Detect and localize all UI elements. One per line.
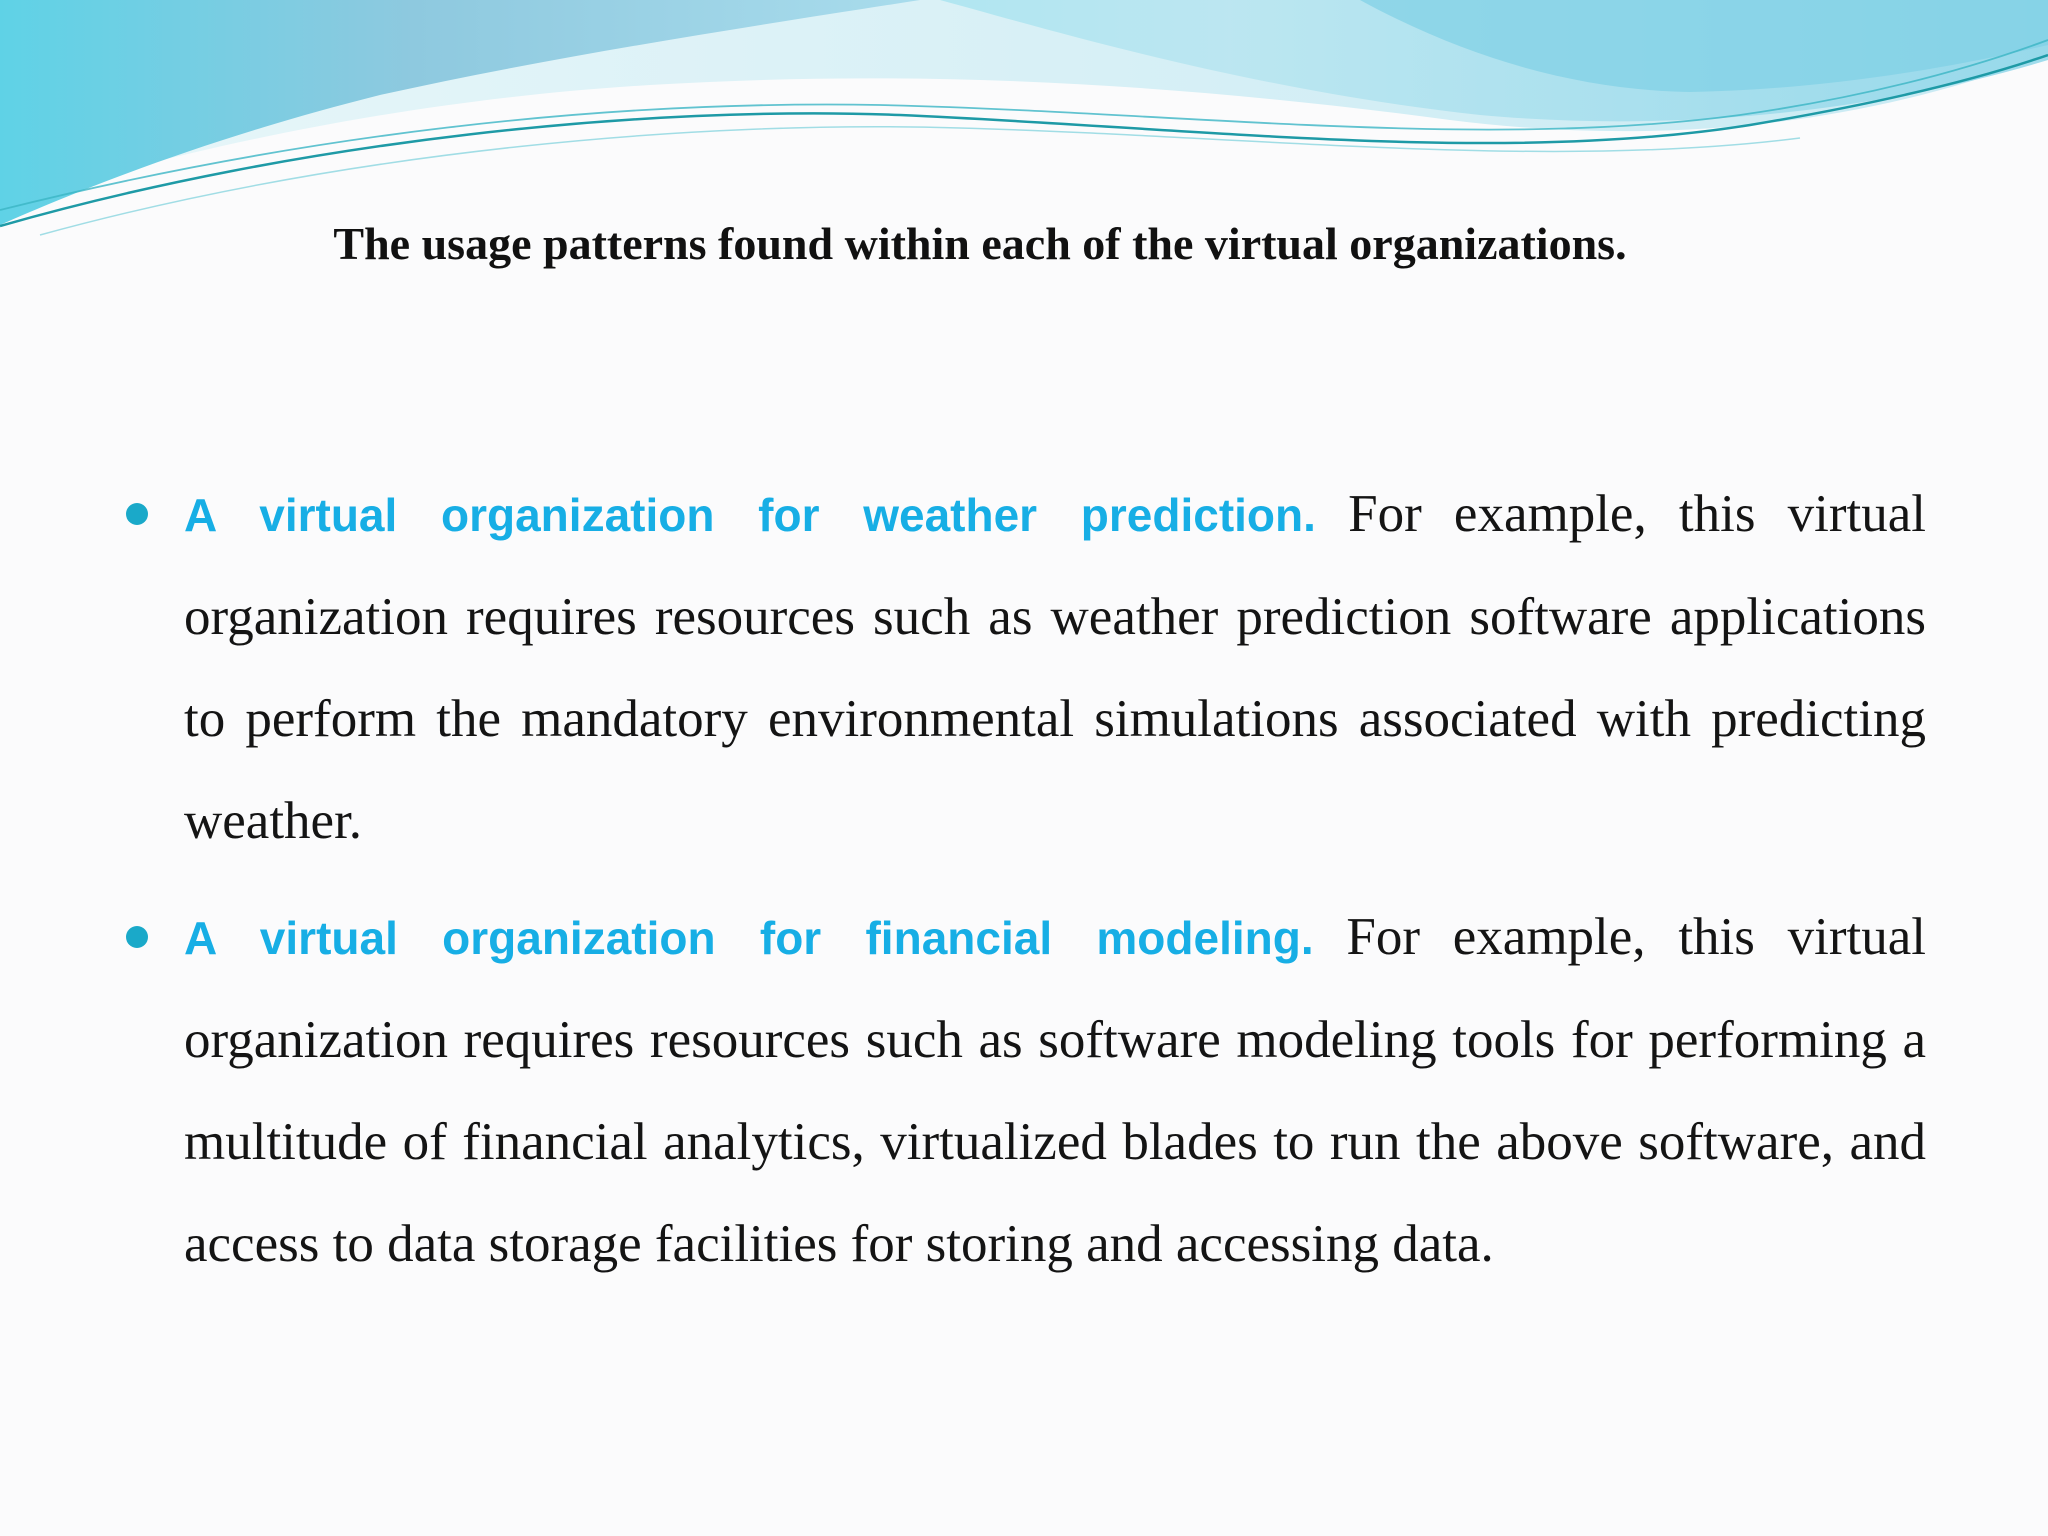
bullet-list xyxy=(184,463,1926,1309)
bullet-dot-icon xyxy=(126,503,148,525)
bullet-dot-icon xyxy=(126,926,148,948)
slide-title: The usage patterns found within each of the virtual organizations. xyxy=(333,218,1627,269)
bullet-item-weather xyxy=(184,463,1926,872)
bullet-lead-financial: A virtual organization for financial modeling. xyxy=(184,912,1314,964)
bullet-text-financial: For example, this virtual organization requires resources such as software modeling tools for performing a multitude of financial analytics, virtualized blades to run the above software, and access to data storage facilities for storing and accessing data. xyxy=(184,908,1927,1273)
bullet-text-weather: For example, this virtual organization requires resources such as weather prediction software applications to perform the mandatory environmental simulations associated with predicting weather. xyxy=(184,485,1926,850)
bullet-item-financial xyxy=(184,886,1926,1295)
bullet-lead-weather: A virtual organization for weather prediction. xyxy=(184,489,1316,541)
header-wave-decoration xyxy=(0,0,2048,240)
